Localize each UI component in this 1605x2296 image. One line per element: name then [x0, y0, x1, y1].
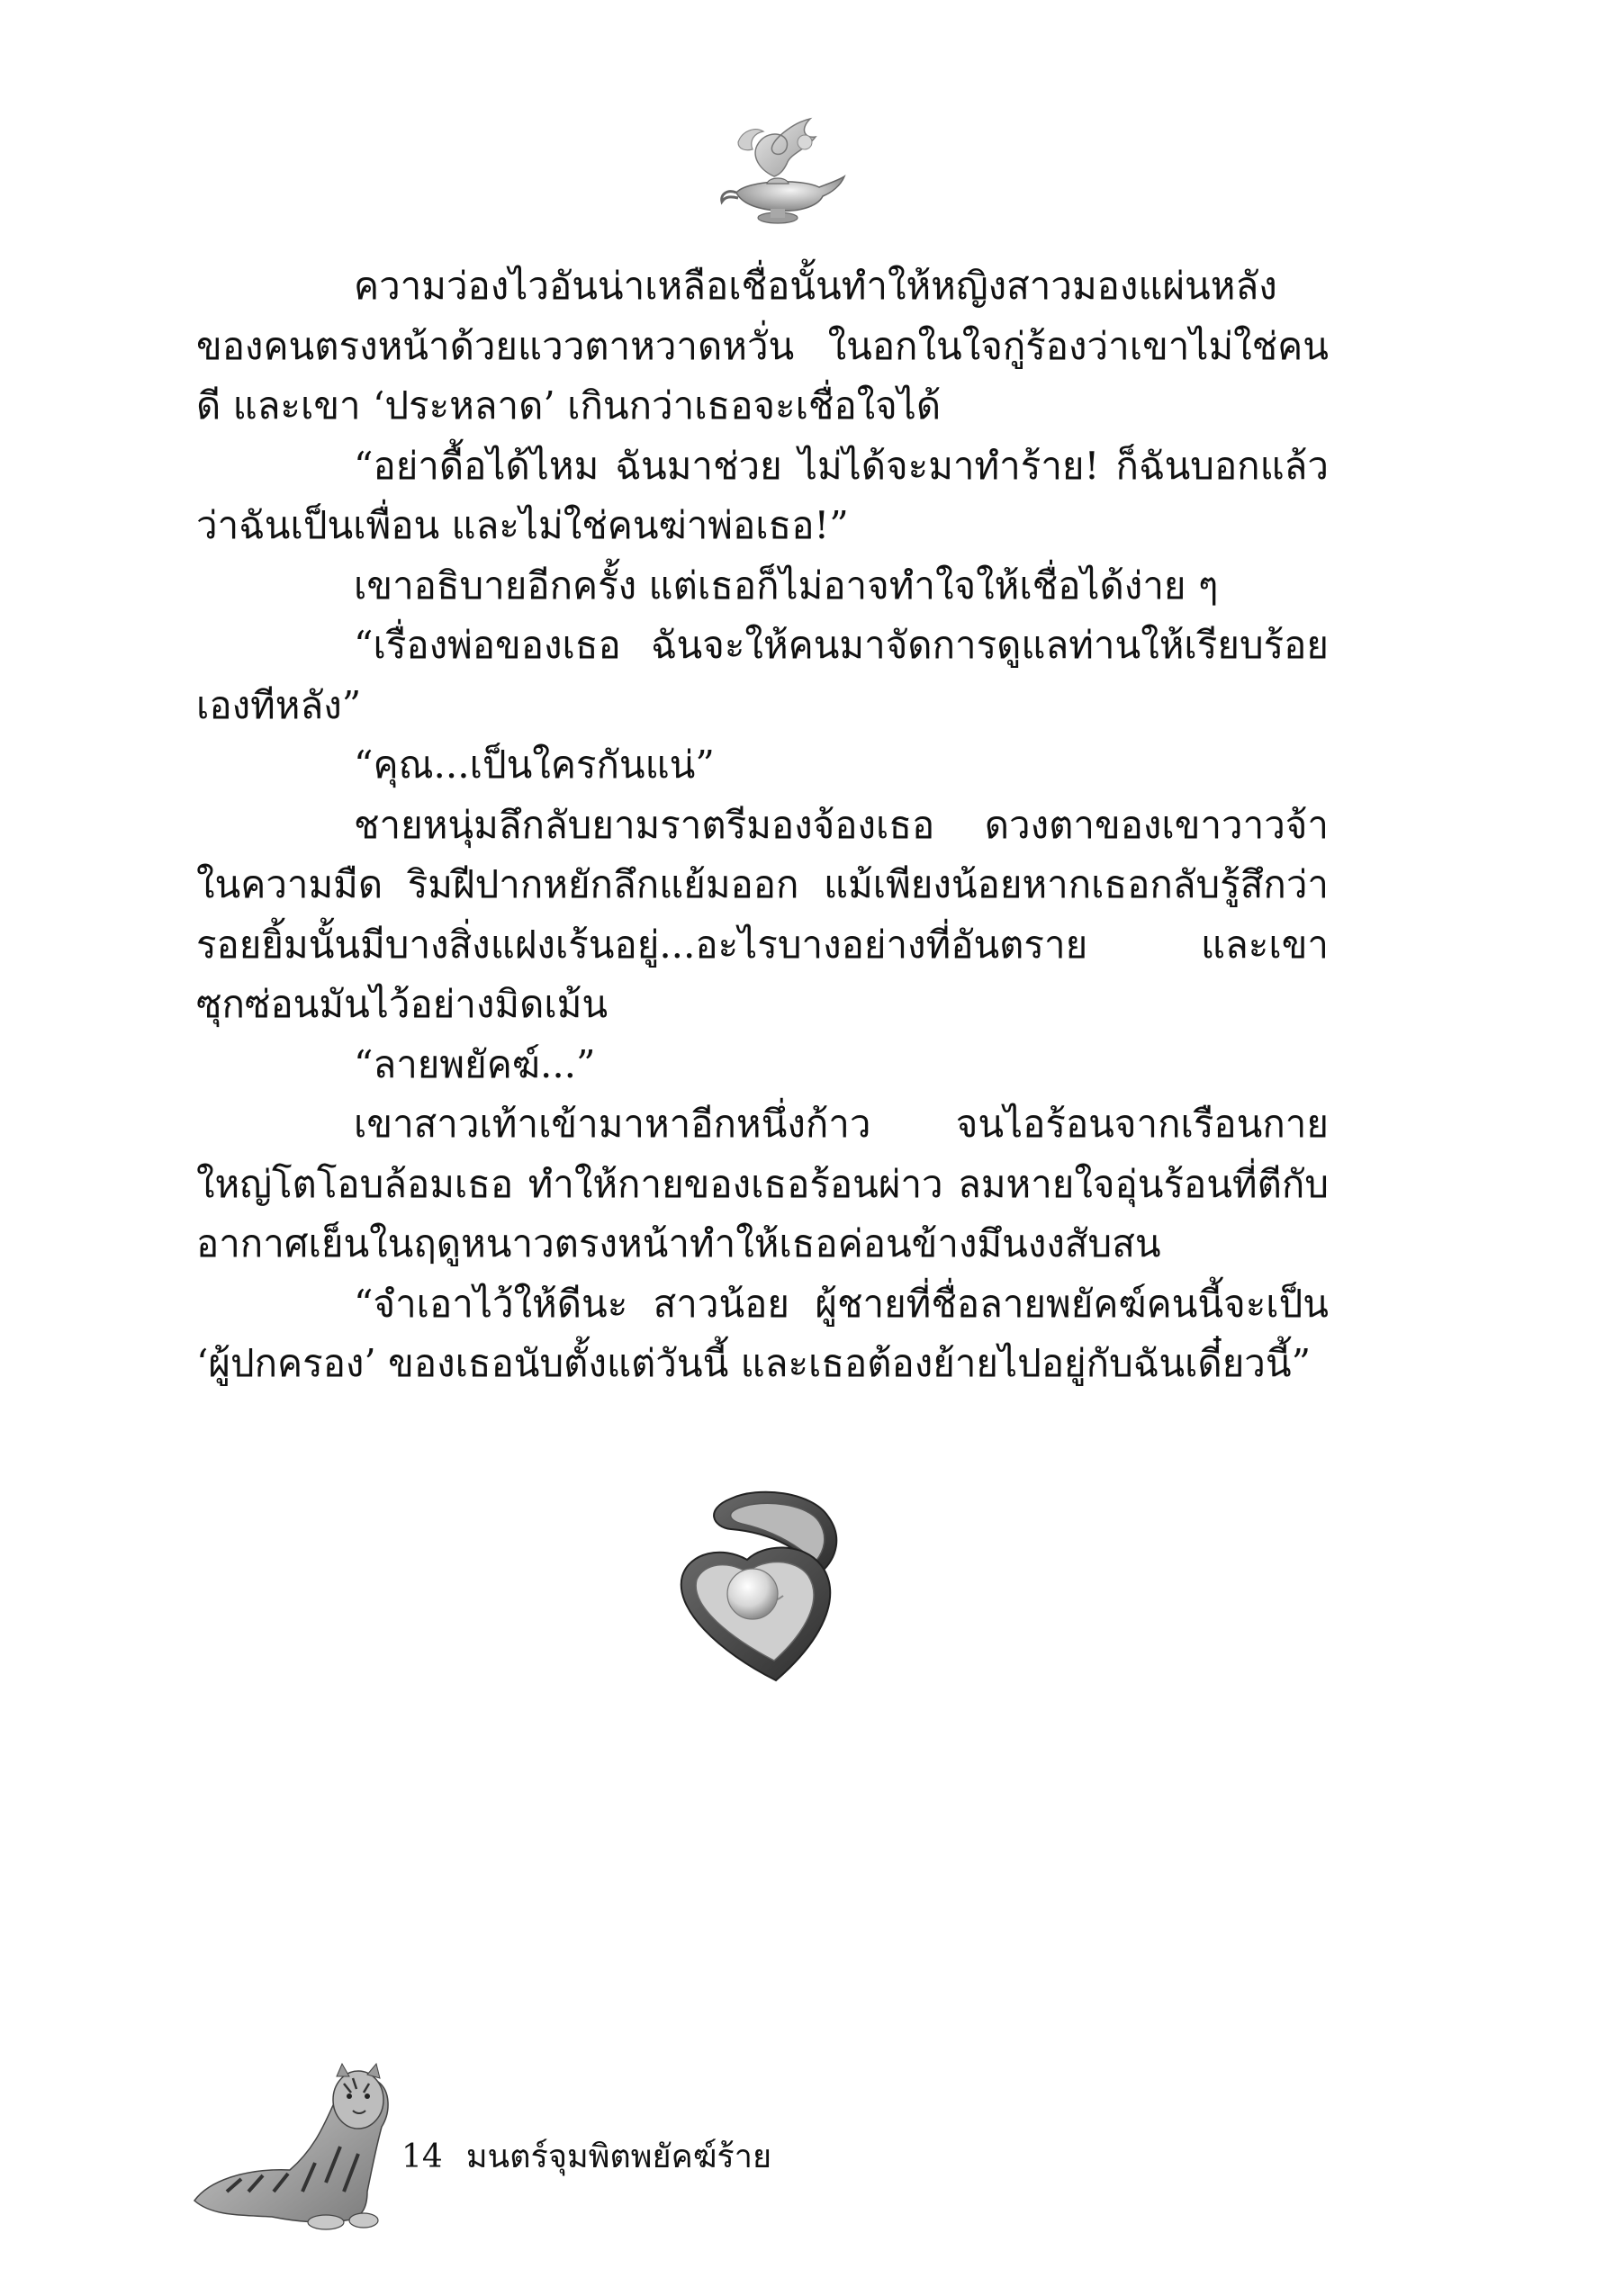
pearl-box-ornament	[677, 1490, 868, 1688]
tiger-illustration	[191, 2057, 394, 2231]
page-footer	[0, 2057, 1605, 2237]
page-number: 14	[401, 2138, 443, 2175]
story-paragraph: ชายหนุ่มลึกลับยามราตรีมองจ้องเธอ ดวงตาของเขาวาวจ้าในความมืด ริมฝีปากหยักลึกแย้มออก แม้เพียงน้อยหากเธอกลับรู้สึกว่ารอยยิ้มนั้นมีบางสิ่งแฝงเร้นอยู่...อะไรบางอย่างที่อันตราย และเขาซุกซ่อนมันไว้อย่างมิดเม้น	[196, 802, 1329, 1026]
book-title: มนตร์จุมพิตพยัคฆ์ร้าย	[465, 2138, 772, 2175]
story-body	[196, 257, 1329, 1394]
story-paragraph: เขาอธิบายอีกครั้ง แต่เธอก็ไม่อาจทำใจให้เชื่อได้ง่าย ๆ	[354, 563, 1219, 608]
tiger-icon	[191, 2057, 394, 2231]
story-paragraph: เขาสาวเท้าเข้ามาหาอีกหนึ่งก้าว จนไอร้อนจากเรือนกายใหญ่โตโอบล้อมเธอ ทำให้กายของเธอร้อนผ่าว ลมหายใจอุ่นร้อนที่ตีกับอากาศเย็นในฤดูหนาวตรงหน้าทำให้เธอค่อนข้างมึนงงสับสน	[196, 1102, 1329, 1265]
magic-lamp-ornament	[711, 106, 846, 232]
story-paragraph: “อย่าดื้อได้ไหม ฉันมาช่วย ไม่ได้จะมาทำร้าย! ก็ฉันบอกแล้วว่าฉันเป็นเพื่อน และไม่ใช่คนฆ่าพ่อเธอ!”	[196, 443, 1329, 547]
footer-caption	[401, 2130, 771, 2182]
story-paragraph: “คุณ...เป็นใครกันแน่”	[354, 743, 715, 787]
pearl-heart-box-icon	[677, 1490, 868, 1688]
story-paragraph: “จำเอาไว้ให้ดีนะ สาวน้อย ผู้ชายที่ชื่อลายพยัคฆ์คนนี้จะเป็น ‘ผู้ปกครอง’ ของเธอนับตั้งแต่วันนี้ และเธอต้องย้ายไปอยู่กับฉันเดี๋ยวนี้”	[196, 1281, 1329, 1385]
story-paragraph: ความว่องไวอันน่าเหลือเชื่อนั้นทำให้หญิงสาวมองแผ่นหลังของคนตรงหน้าด้วยแววตาหวาดหวั่น ในอกในใจกู่ร้องว่าเขาไม่ใช่คนดี และเขา ‘ประหลาด’ เกินกว่าเธอจะเชื่อใจได้	[196, 264, 1329, 428]
magic-lamp-icon	[711, 106, 846, 232]
story-paragraph: “เรื่องพ่อของเธอ ฉันจะให้คนมาจัดการดูแลท่านให้เรียบร้อยเองทีหลัง”	[196, 623, 1329, 727]
story-paragraph: “ลายพยัคฆ์...”	[354, 1041, 596, 1086]
